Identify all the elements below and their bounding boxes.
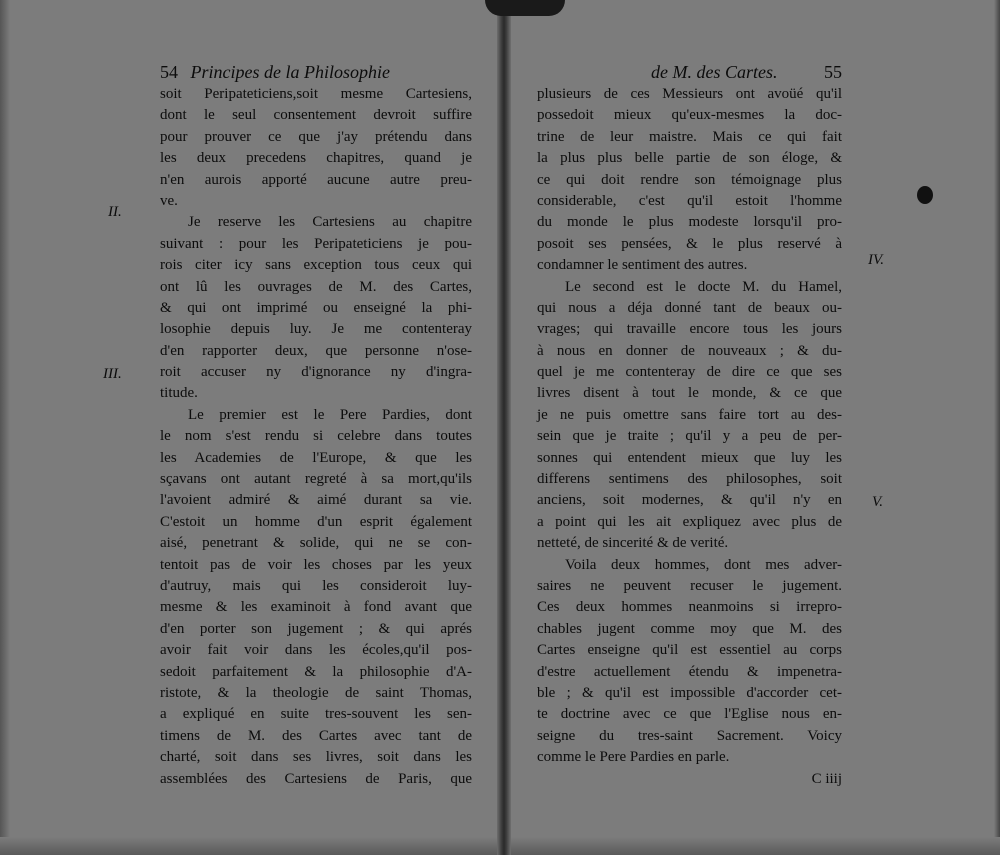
margin-note-chapter-iii: III. bbox=[103, 366, 122, 382]
text-line: suivant : pour les Peripateticiens je pou- bbox=[160, 235, 472, 252]
text-line: avoir fait voir dans les écoles,qu'il pos- bbox=[160, 642, 472, 659]
text-line: trine de leur maistre. Mais ce qui fait bbox=[537, 128, 842, 145]
text-line: rois citer icy sans exception tous ceux qui bbox=[160, 257, 472, 274]
text-line: je ne puis omettre sans faire tort au des- bbox=[537, 406, 842, 423]
text-line: dont le seul consentement devroit suffire bbox=[160, 107, 472, 124]
text-line: a point qui les ait expliquez avec plus de bbox=[537, 513, 842, 530]
text-line: possedoit mieux qu'eux-mesmes la doc- bbox=[537, 107, 842, 124]
right-running-head bbox=[537, 60, 842, 84]
left-page bbox=[160, 60, 472, 790]
text-line: tentoit pas de voir les choses par les yeux bbox=[160, 556, 472, 573]
text-line: roit accuser ny d'ignorance ny d'ingra- bbox=[160, 364, 472, 381]
text-line: C'estoit un homme d'un esprit également bbox=[160, 513, 472, 530]
text-line: Le second est le docte M. du Hamel, bbox=[565, 278, 842, 295]
text-line: considerable, c'est qu'il estoit l'homme bbox=[537, 192, 842, 209]
right-running-title: de M. des Cartes. bbox=[651, 62, 778, 82]
right-page-number: 55 bbox=[824, 62, 842, 82]
text-line: anciens, soit modernes, & qu'il n'y en bbox=[537, 492, 842, 509]
text-line: timens de M. des Cartes avec tant de bbox=[160, 727, 472, 744]
text-line: Ces deux hommes neanmoins si irrepro- bbox=[537, 599, 842, 616]
text-line: losophie depuis luy. Je me contenteray bbox=[160, 321, 472, 338]
text-line: aisé, penetrant & solide, qui ne se con- bbox=[160, 535, 472, 552]
margin-note-chapter-ii: II. bbox=[108, 204, 122, 220]
book-gutter bbox=[497, 0, 511, 855]
text-line: d'estre actuellement étendu & impenetra- bbox=[537, 663, 842, 680]
text-line: assemblées des Cartesiens de Paris, que bbox=[160, 770, 472, 787]
text-line: charté, soit dans ses livres, soit dans les bbox=[160, 749, 472, 766]
text-line: la plus plus belle partie de son éloge, & bbox=[537, 150, 842, 167]
text-line: d'en porter son jugement ; & qui aprés bbox=[160, 620, 472, 637]
text-line: ve. bbox=[160, 192, 178, 209]
text-line: d'autruy, mais qui les consideroit luy- bbox=[160, 577, 472, 594]
text-line: les deux precedens chapitres, quand je bbox=[160, 150, 472, 167]
text-line: sonnes qui entendent mieux que luy les bbox=[537, 449, 842, 466]
text-line: n'en aurois apporté aucune autre preu- bbox=[160, 171, 472, 188]
text-line: vrages; qui travaille encore tous les jours bbox=[537, 321, 842, 338]
text-line: mesme & les examinoit à fond avant que bbox=[160, 599, 472, 616]
margin-note-chapter-v: V. bbox=[872, 494, 883, 510]
text-line: sedoit parfaitement & la philosophie d'A- bbox=[160, 663, 472, 680]
text-line: livres disent à tout le monde, & ce que bbox=[537, 385, 842, 402]
text-line: condamner le sentiment des autres. bbox=[537, 257, 748, 274]
text-line: à nous en donner de nouveaux ; & du- bbox=[537, 342, 842, 359]
signature-mark: C iiij bbox=[811, 770, 842, 787]
text-line: d'en rapporter deux, que personne n'ose- bbox=[160, 342, 472, 359]
left-page-number: 54 bbox=[160, 62, 178, 82]
binding-shadow bbox=[485, 0, 565, 16]
text-line: les Academies de l'Europe, & que les bbox=[160, 449, 472, 466]
text-line: ble ; & qu'il est impossible d'accorder cet- bbox=[537, 684, 842, 701]
text-line: soit Peripateticiens,soit mesme Cartesiens, bbox=[160, 86, 472, 102]
text-line: Voila deux hommes, dont mes adver- bbox=[565, 556, 842, 573]
left-text-body bbox=[160, 84, 472, 790]
text-line: a expliqué en suite tres-souvent les sen- bbox=[160, 706, 472, 723]
margin-note-chapter-iv: IV. bbox=[868, 252, 884, 268]
text-line: plusieurs de ces Messieurs ont avoüé qu'il bbox=[537, 86, 842, 102]
text-line: chables jugent comme moy que M. des bbox=[537, 620, 842, 637]
right-page bbox=[537, 60, 842, 790]
text-line: saires ne peuvent recuser le jugement. bbox=[537, 577, 842, 594]
text-line: le nom s'est rendu si celebre dans toutes bbox=[160, 428, 472, 445]
right-text-body bbox=[537, 84, 842, 790]
text-line: sein que je traite ; qu'il y a peu de per- bbox=[537, 428, 842, 445]
text-line: titude. bbox=[160, 385, 198, 402]
left-running-head bbox=[160, 60, 472, 84]
text-line: differens sentimens des philosophes, soit bbox=[537, 471, 842, 488]
text-line: posoit ses pensées, & le plus reservé à bbox=[537, 235, 842, 252]
text-line: qui nous a déja donné tant de beaux ou- bbox=[537, 299, 842, 316]
text-line: & qui ont imprimé ou enseigné la phi- bbox=[160, 299, 472, 316]
left-running-title: Principes de la Philosophie bbox=[190, 62, 390, 82]
text-line: seigne du tres-saint Sacrement. Voicy bbox=[537, 727, 842, 744]
text-line: l'avoient admiré & aimé durant sa vie. bbox=[160, 492, 472, 509]
text-line: te doctrine avec ce que l'Eglise nous en- bbox=[537, 706, 842, 723]
text-line: netteté, de sincerité & de verité. bbox=[537, 535, 729, 552]
text-line: sçavans ont autant regreté à sa mort,qu'ils bbox=[160, 471, 472, 488]
text-line: Cartes enseigne qu'il est essentiel au corps bbox=[537, 642, 842, 659]
text-line: Le premier est le Pere Pardies, dont bbox=[188, 406, 472, 423]
text-line: ristote, & la theologie de saint Thomas, bbox=[160, 684, 472, 701]
page-edge-left bbox=[0, 0, 10, 855]
page-edge-right bbox=[994, 0, 1000, 855]
ink-blot bbox=[917, 186, 933, 204]
text-line: ont lû les ouvrages de M. des Cartes, bbox=[160, 278, 472, 295]
text-line: comme le Pere Pardies en parle. bbox=[537, 749, 730, 766]
text-line: quel je me contenteray de dire ce que ses bbox=[537, 364, 842, 381]
text-line: pour prouver ce que j'ay prétendu dans bbox=[160, 128, 472, 145]
text-line: Je reserve les Cartesiens au chapitre bbox=[188, 214, 472, 231]
text-line: du monde le plus modeste lorsqu'il pro- bbox=[537, 214, 842, 231]
text-line: ce qui doit rendre son témoignage plus bbox=[537, 171, 842, 188]
